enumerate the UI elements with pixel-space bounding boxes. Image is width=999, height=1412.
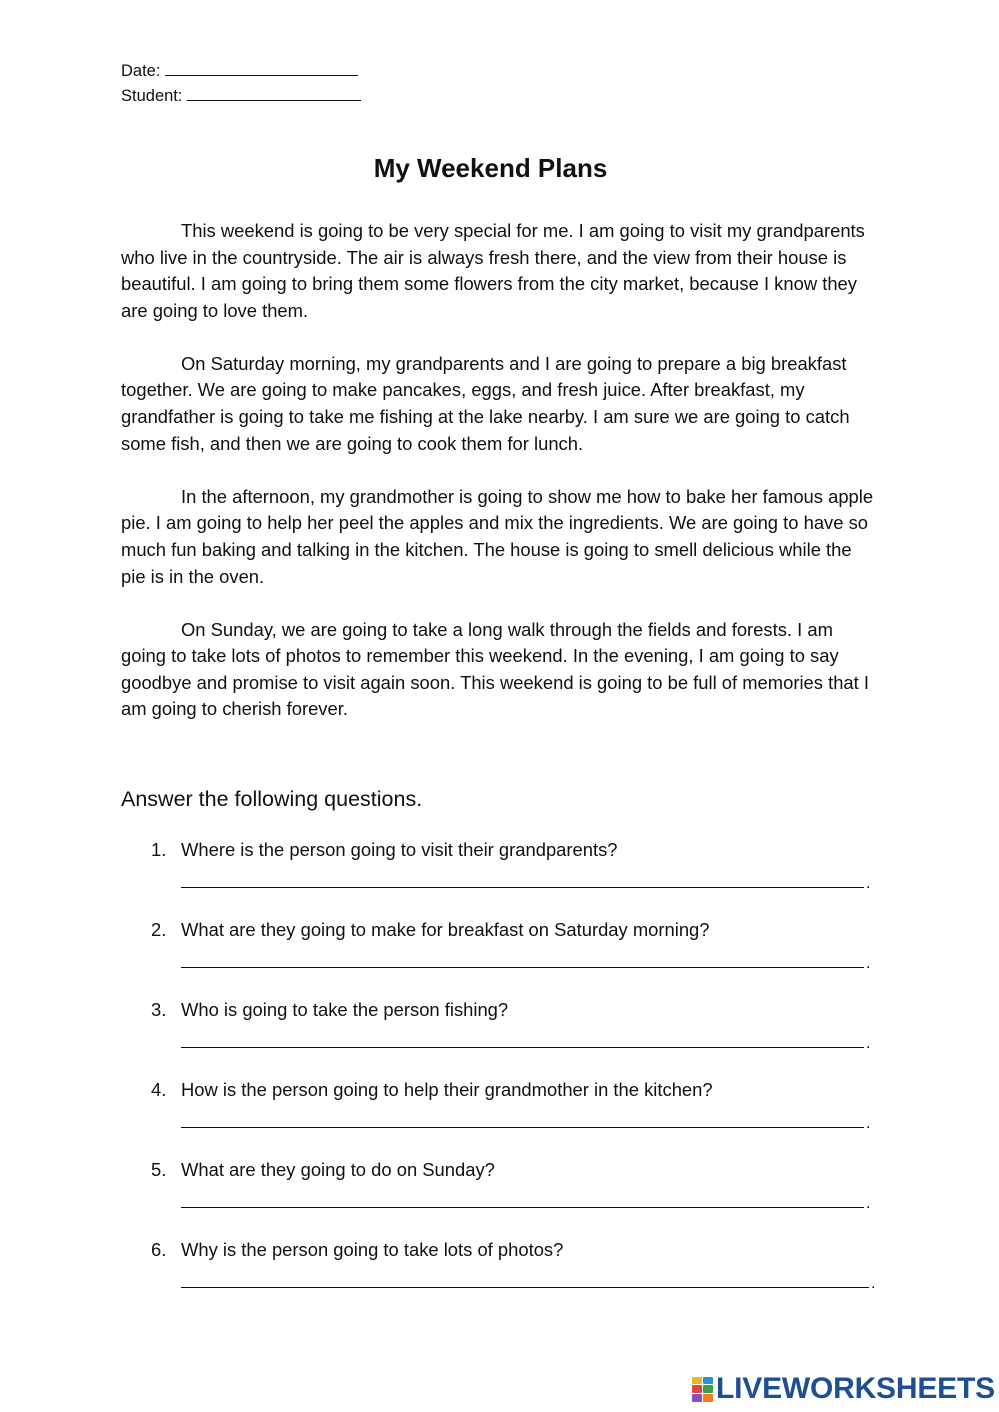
question-list	[121, 836, 881, 1316]
date-blank[interactable]	[165, 61, 358, 76]
question-item	[121, 836, 881, 916]
answer-end-mark: .	[866, 1035, 871, 1052]
answer-end-mark: .	[866, 1115, 871, 1132]
question-number: 1.	[151, 839, 167, 860]
logo-block	[692, 1377, 702, 1384]
page-title: My Weekend Plans	[373, 153, 608, 183]
passage-paragraph: On Sunday, we are going to take a long walk through the fields and forests. I am going to take lots of photos to remember this weekend. In the evening, I am going to say goodbye and promise to visit again soon. This weekend is going to be full of memories that I am going to cherish forever.	[121, 618, 869, 720]
question-number: 2.	[151, 919, 167, 940]
question-text: What are they going to do on Sunday?	[181, 1159, 495, 1180]
questions-heading: Answer the following questions.	[121, 787, 423, 811]
answer-line[interactable]	[181, 967, 864, 968]
question-text: What are they going to make for breakfast on Saturday morning?	[181, 919, 710, 940]
student-label: Student:	[121, 87, 183, 105]
logo-block	[692, 1385, 702, 1393]
answer-line[interactable]	[181, 1287, 869, 1288]
answer-line[interactable]	[181, 1207, 864, 1208]
question-text: Why is the person going to take lots of photos?	[181, 1239, 564, 1260]
logo-wordmark: LIVEWORKSHEETS	[716, 1372, 995, 1405]
logo-block	[703, 1385, 713, 1393]
passage-paragraph: On Saturday morning, my grandparents and I are going to prepare a big breakfast together. We are going to make pancakes, eggs, and fresh juice. After breakfast, my grandfather is going to take me fishing at the lake nearby. I am sure we are going to catch some fish, and then we are going to cook them for lunch.	[121, 352, 850, 454]
student-field	[121, 86, 361, 106]
question-item	[121, 1076, 881, 1156]
question-text: Where is the person going to visit their grandparents?	[181, 839, 618, 860]
reading-passage	[121, 218, 881, 750]
date-label: Date:	[121, 62, 161, 80]
student-blank[interactable]	[187, 86, 361, 101]
answer-end-mark: .	[871, 1275, 876, 1292]
answer-end-mark: .	[866, 1195, 871, 1212]
question-item	[121, 996, 881, 1076]
date-field	[121, 61, 358, 81]
question-item	[121, 1156, 881, 1236]
question-number: 4.	[151, 1079, 167, 1100]
answer-line[interactable]	[181, 1127, 864, 1128]
answer-end-mark: .	[866, 875, 871, 892]
question-item	[121, 1236, 881, 1316]
liveworksheets-logo	[691, 1371, 995, 1407]
question-number: 6.	[151, 1239, 167, 1260]
answer-line[interactable]	[181, 887, 864, 888]
question-item	[121, 916, 881, 996]
question-text: Who is going to take the person fishing?	[181, 999, 509, 1020]
logo-block	[703, 1377, 713, 1384]
question-number: 3.	[151, 999, 167, 1020]
liveworksheets-mark-icon	[691, 1376, 713, 1402]
answer-end-mark: .	[866, 955, 871, 972]
passage-paragraph: This weekend is going to be very special for me. I am going to visit my grandparents who live in the countryside. The air is always fresh there, and the view from their house is beautiful. I am going to bring them some flowers from the city market, because I know they are going to love them.	[121, 220, 865, 321]
logo-block	[692, 1394, 702, 1402]
question-number: 5.	[151, 1159, 167, 1180]
passage-paragraph: In the afternoon, my grandmother is going to show me how to bake her famous apple pie. I am going to help her peel the apples and mix the ingredients. We are going to have so much fun baking and talking in the kitchen. The house is going to smell delicious while the pie is in the oven.	[121, 485, 874, 587]
logo-block	[703, 1394, 713, 1402]
answer-line[interactable]	[181, 1047, 864, 1048]
question-text: How is the person going to help their grandmother in the kitchen?	[181, 1079, 713, 1100]
